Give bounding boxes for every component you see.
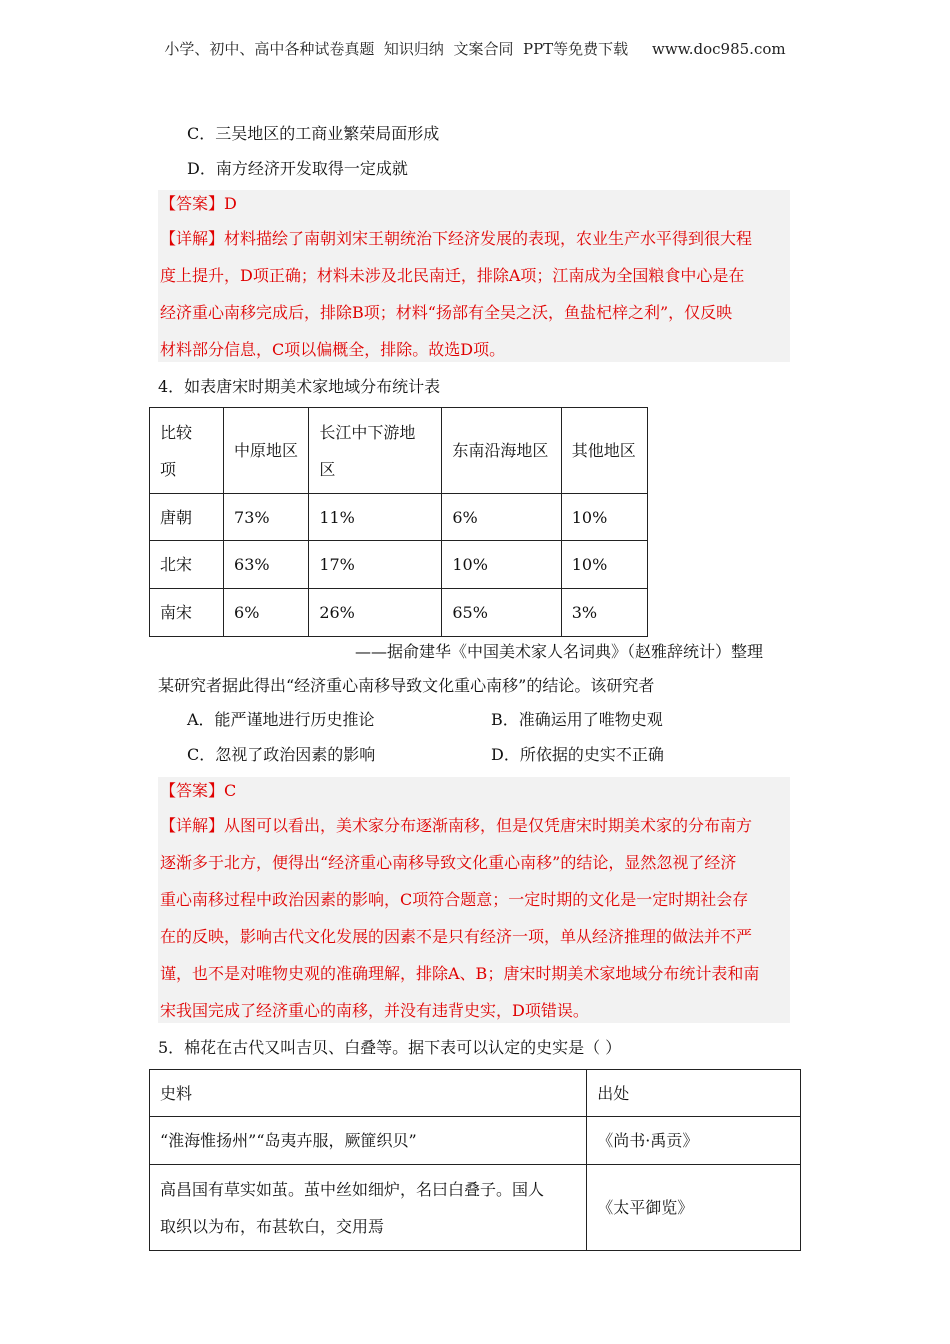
q3-detail-line: 【详解】材料描绘了南朝刘宋王朝统治下经济发展的表现，农业生产水平得到很大程 — [160, 229, 753, 248]
q4-option-b: B．准确运用了唯物史观 — [491, 710, 663, 729]
table-cell: 唐朝 — [150, 494, 224, 541]
q4-question: 某研究者据此得出“经济重心南移导致文化重心南移”的结论。该研究者 — [158, 676, 655, 695]
table-cell: 《尚书·禹贡》 — [587, 1117, 801, 1165]
q3-detail-line: 材料部分信息，C项以偏概全，排除。故选D项。 — [160, 340, 506, 359]
table-row — [150, 541, 648, 589]
table-cell: 73% — [224, 494, 309, 541]
table-header-cell: 中原地区 — [224, 408, 309, 494]
table-row — [150, 1117, 801, 1165]
q4-stats-table — [149, 407, 648, 637]
q4-answer: 【答案】C — [160, 781, 237, 800]
page-header: 小学、初中、高中各种试卷真题 知识归纳 文案合同 PPT等免费下载 www.doc985.com — [164, 40, 786, 58]
table-cell: 17% — [309, 541, 442, 589]
table-cell: 10% — [442, 541, 561, 589]
table-header-cell: 史料 — [150, 1070, 587, 1117]
table-header-row — [150, 408, 648, 494]
q4-detail-line: 【详解】从图可以看出，美术家分布逐渐南移，但是仅凭唐宋时期美术家的分布南方 — [160, 816, 753, 835]
q3-answer-box — [158, 190, 790, 362]
table-header-cell: 出处 — [587, 1070, 801, 1117]
table-cell: “淮海惟扬州”“岛夷卉服，厥篚织贝” — [150, 1117, 587, 1165]
table-row — [150, 1165, 801, 1251]
table-row — [150, 589, 648, 637]
table-cell: 南宋 — [150, 589, 224, 637]
table-cell: 北宋 — [150, 541, 224, 589]
q4-detail-line: 重心南移过程中政治因素的影响，C项符合题意；一定时期的文化是一定时期社会存 — [160, 890, 749, 909]
q3-answer: 【答案】D — [160, 194, 237, 213]
table-cell: 65% — [442, 589, 561, 637]
table-header-cell: 比较 项 — [150, 408, 224, 494]
q3-detail-line: 经济重心南移完成后，排除B项；材料“扬部有全吴之沃，鱼盐杞梓之利”，仅反映 — [160, 303, 733, 322]
table-cell: 26% — [309, 589, 442, 637]
table-cell: 《太平御览》 — [587, 1165, 801, 1251]
q3-option-d: D．南方经济开发取得一定成就 — [187, 159, 408, 178]
table-header-cell: 其他地区 — [561, 408, 647, 494]
q4-source: ——据俞建华《中国美术家人名词典》（赵雅辞统计）整理 — [355, 642, 764, 661]
table-cell: 11% — [309, 494, 442, 541]
q4-answer-box — [158, 777, 790, 1023]
table-cell: 63% — [224, 541, 309, 589]
q4-detail-line: 在的反映，影响古代文化发展的因素不是只有经济一项，单从经济推理的做法并不严 — [160, 927, 753, 946]
q4-option-c: C．忽视了政治因素的影响 — [187, 745, 376, 764]
table-cell: 6% — [442, 494, 561, 541]
q4-detail-line: 逐渐多于北方，便得出“经济重心南移导致文化重心南移”的结论，显然忽视了经济 — [160, 853, 737, 872]
q4-stem: 4．如表唐宋时期美术家地域分布统计表 — [158, 377, 441, 396]
table-header-row — [150, 1070, 801, 1117]
table-cell: 3% — [561, 589, 647, 637]
q5-sources-table — [149, 1069, 801, 1251]
q4-option-d: D．所依据的史实不正确 — [491, 745, 664, 764]
q4-option-a: A．能严谨地进行历史推论 — [187, 710, 375, 729]
q3-option-c: C．三吴地区的工商业繁荣局面形成 — [187, 124, 440, 143]
q5-stem: 5．棉花在古代又叫吉贝、白叠等。据下表可以认定的史实是（ ） — [158, 1038, 622, 1057]
table-cell: 6% — [224, 589, 309, 637]
table-cell: 10% — [561, 541, 647, 589]
q4-detail-line: 宋我国完成了经济重心的南移，并没有违背史实，D项错误。 — [160, 1001, 589, 1020]
table-header-cell: 长江中下游地 区 — [309, 408, 442, 494]
table-cell: 10% — [561, 494, 647, 541]
table-cell: 高昌国有草实如茧。茧中丝如细炉，名曰白叠子。国人 取织以为布，布甚软白，交用焉 — [150, 1165, 587, 1251]
table-row — [150, 494, 648, 541]
q3-detail-line: 度上提升，D项正确；材料未涉及北民南迁，排除A项；江南成为全国粮食中心是在 — [160, 266, 745, 285]
table-header-cell: 东南沿海地区 — [442, 408, 561, 494]
q4-detail-line: 谨，也不是对唯物史观的准确理解，排除A、B；唐宋时期美术家地域分布统计表和南 — [160, 964, 760, 983]
